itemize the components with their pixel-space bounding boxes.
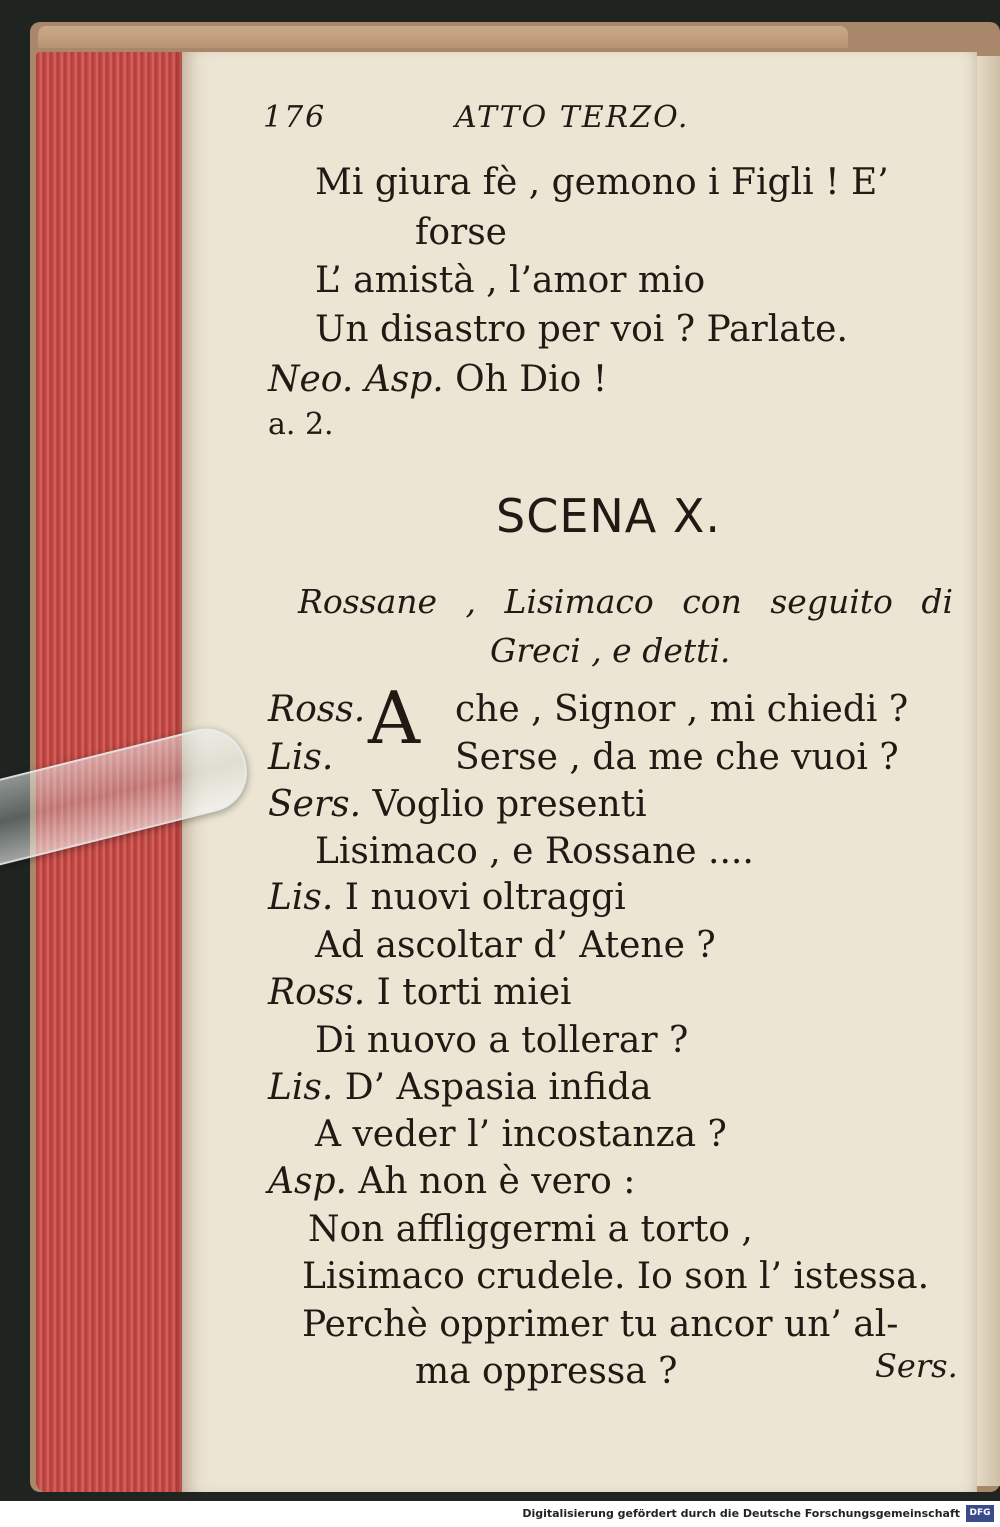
page-number: 176 — [263, 100, 327, 135]
dialogue-text: A veder l’ incostanza ? — [315, 1114, 727, 1155]
dfg-logo: DFG — [966, 1505, 994, 1522]
running-title: ATTO TERZO. — [455, 100, 690, 135]
dialogue-text: Non affliggermi a torto , — [308, 1209, 753, 1250]
verse-line: a. 2. — [268, 407, 334, 442]
verse-line — [268, 359, 608, 400]
page-gutter — [977, 56, 1000, 1486]
dialogue-line — [268, 972, 572, 1013]
footer-bar — [0, 1501, 1000, 1527]
dialogue-text: Lisimaco crudele. Io son l’ istessa. — [302, 1256, 930, 1297]
dialogue-line — [268, 1161, 636, 1202]
verse-line: L’ amistà , l’amor mio — [315, 260, 706, 301]
verse-line: forse — [415, 212, 507, 253]
verse-line: Mi giura fè , gemono i Figli ! E’ — [315, 162, 889, 203]
catchword: Sers. — [875, 1347, 958, 1385]
dialogue-text: Serse , da me che vuoi ? — [455, 737, 899, 778]
dialogue-text: D’ Aspasia infida — [344, 1067, 652, 1108]
drop-cap: A — [368, 676, 420, 760]
dialogue-text: Lisimaco , e Rossane .... — [315, 831, 754, 872]
dialogue-line — [268, 1067, 652, 1108]
dialogue-text: Voglio presenti — [372, 784, 647, 825]
scene-cast: Greci , e detti. — [490, 631, 731, 670]
footer-credit: Digitalisierung gefördert durch die Deutsche Forschungsgemeinschaft — [522, 1507, 960, 1520]
dialogue-text: I nuovi oltraggi — [344, 877, 626, 918]
dialogue-line — [268, 877, 626, 918]
dialogue-text: ma oppressa ? — [415, 1351, 678, 1392]
speaker-label: Lis. — [268, 737, 334, 778]
speaker-label: Ross. — [268, 689, 366, 730]
dialogue-text: I torti miei — [376, 972, 572, 1013]
verse-text: Oh Dio ! — [455, 359, 608, 400]
dialogue-text: Perchè opprimer tu ancor un’ al- — [302, 1304, 899, 1345]
scene-cast: Rossane , Lisimaco con seguito di — [298, 582, 954, 621]
book-top-edge — [38, 26, 848, 48]
speaker-label: Lis. — [268, 1067, 334, 1108]
dialogue-text: che , Signor , mi chiedi ? — [455, 689, 909, 730]
speaker-label: Asp. — [268, 1161, 347, 1202]
verse-line: Un disastro per voi ? Parlate. — [315, 309, 848, 350]
dialogue-line — [268, 784, 647, 825]
scene-title: SCENA X. — [496, 489, 722, 543]
dialogue-text: Di nuovo a tollerar ? — [315, 1020, 689, 1061]
speaker-label: Lis. — [268, 877, 334, 918]
dialogue-text: Ah non è vero : — [358, 1161, 636, 1202]
speaker-label: Ross. — [268, 972, 366, 1013]
dialogue-text: Ad ascoltar d’ Atene ? — [315, 925, 716, 966]
speaker-label: Neo. Asp. — [268, 359, 444, 400]
speaker-label: Sers. — [268, 784, 362, 825]
